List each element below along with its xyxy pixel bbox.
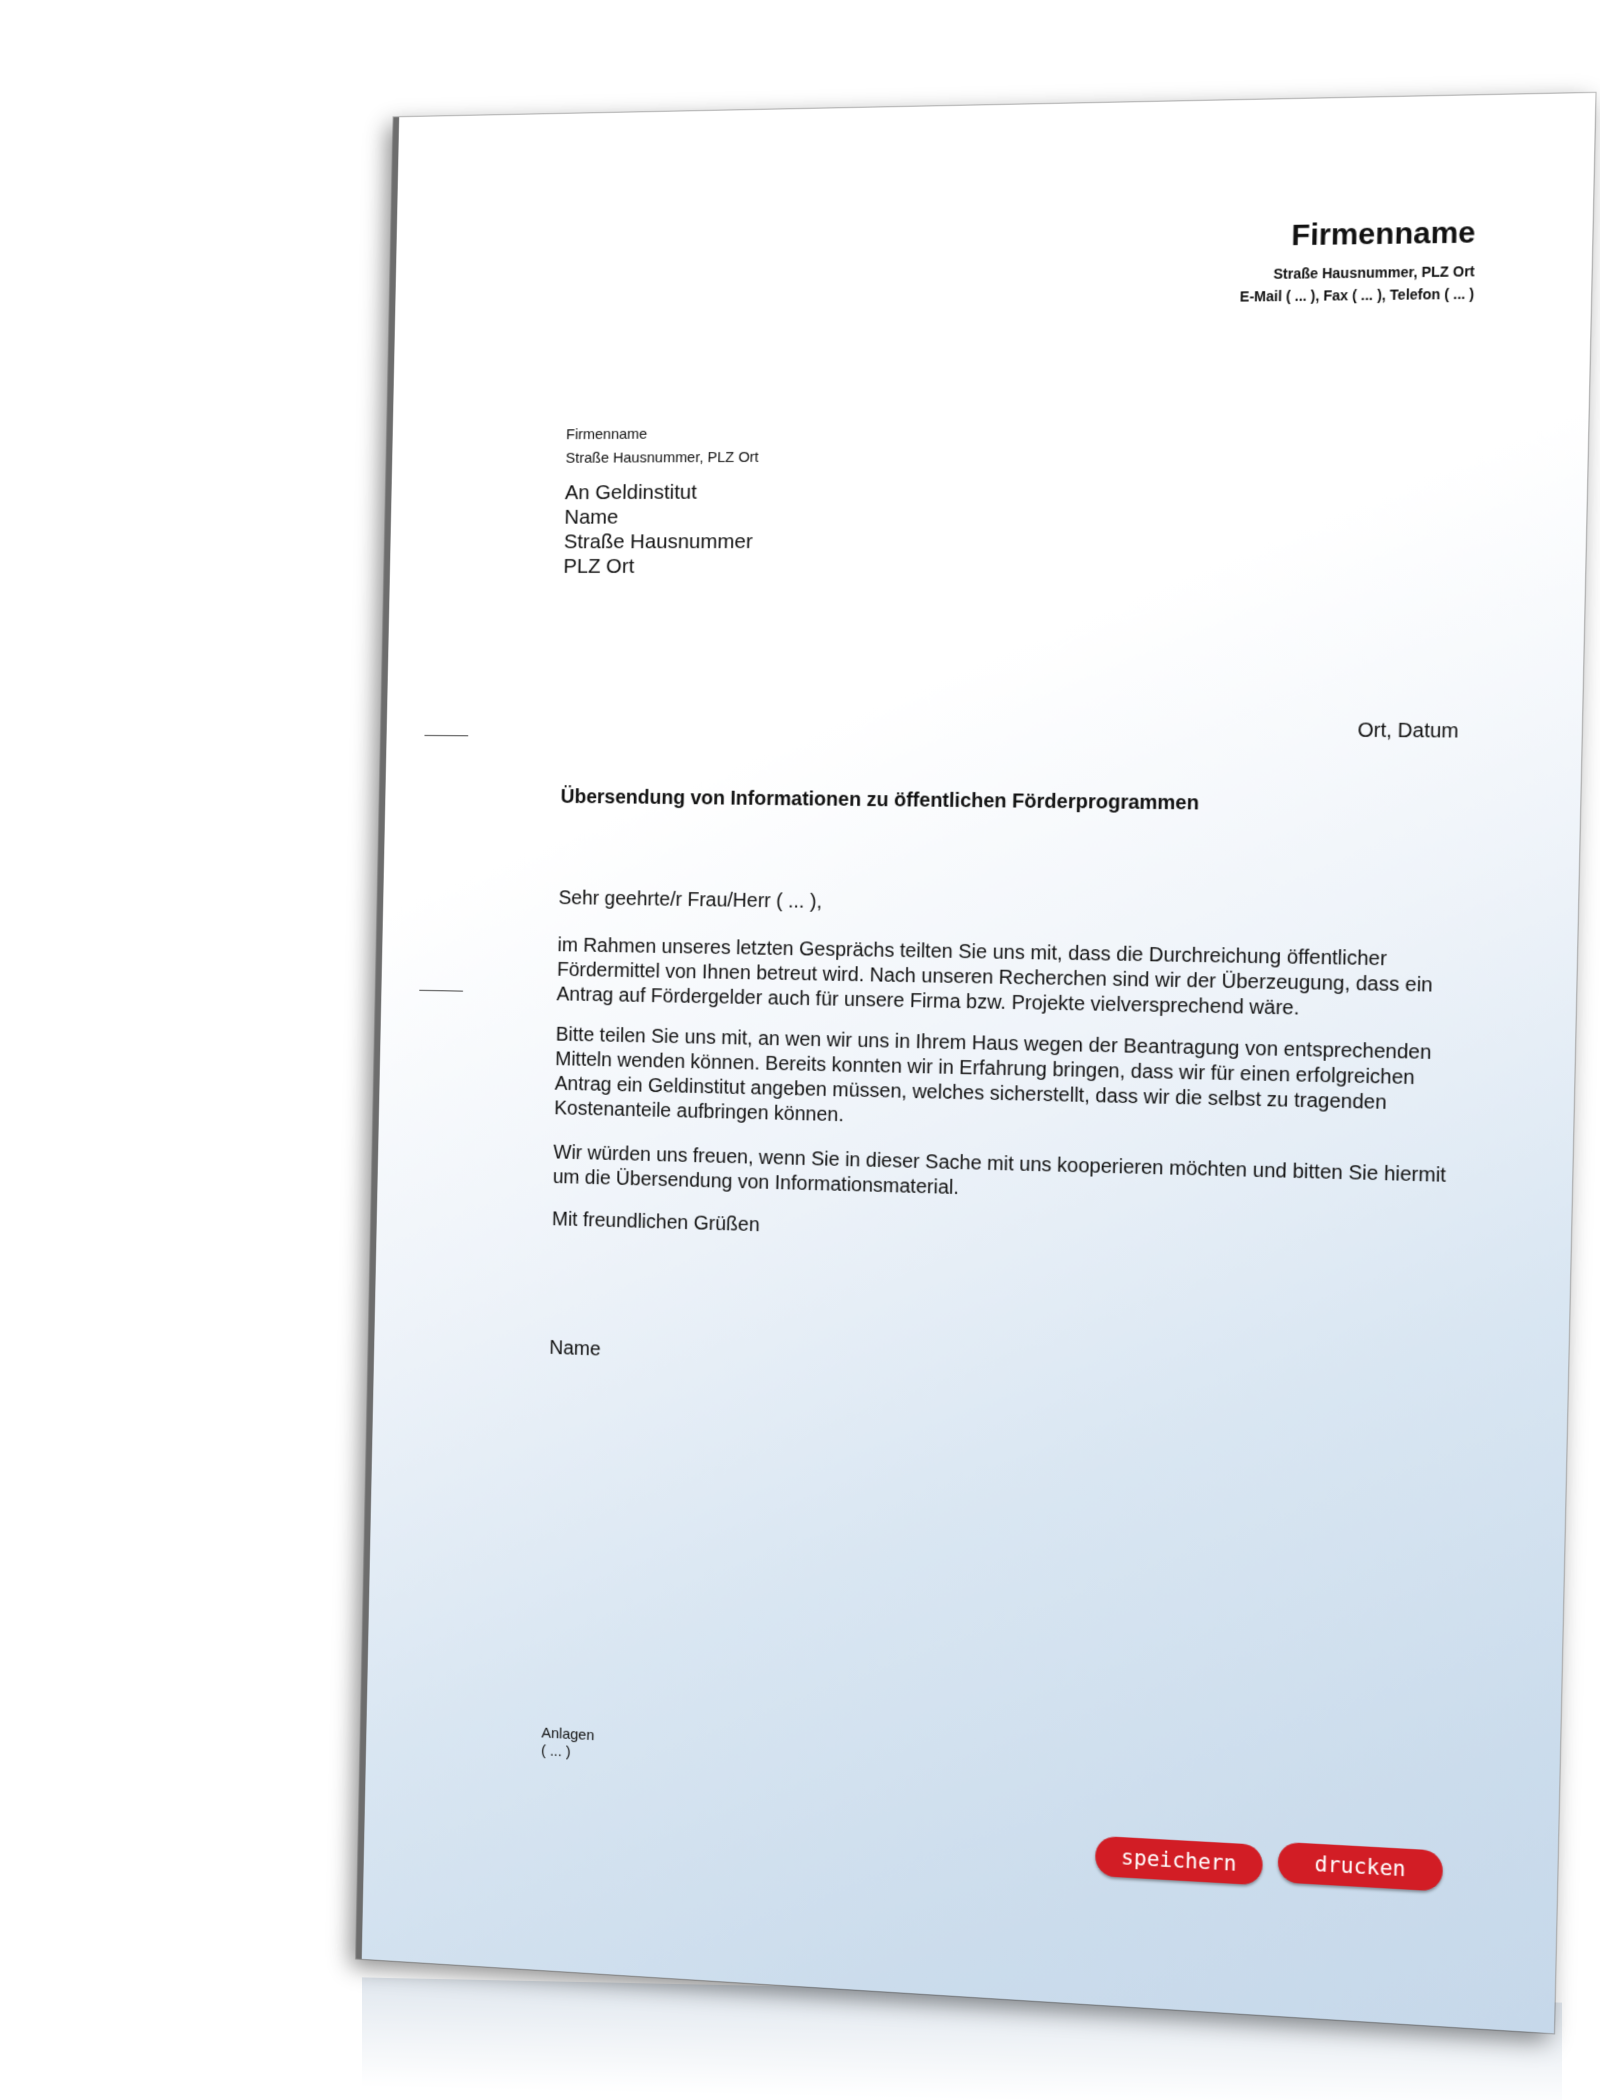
recipient-line-2: Name: [564, 505, 619, 529]
place-date-line: Ort, Datum: [1357, 719, 1459, 743]
fold-mark-top: [424, 735, 468, 736]
salutation: Sehr geehrte/r Frau/Herr ( ... ),: [558, 887, 823, 913]
signature-name: Name: [549, 1337, 601, 1361]
letterhead-company-name: Firmenname: [1291, 215, 1476, 253]
paragraph-1: im Rahmen unseres letzten Gesprächs teilten Sie uns mit, dass die Durchreichung öffentlicher Fördermittel von Ihnen betreut wird. Nach unseren Recherchen sind wir der Überzeugung, dass ein Antrag auf Fördergelder auch für unsere Firma bzw. Projekte vielversprechend wäre.: [556, 934, 1434, 1020]
recipient-line-1: An Geldinstitut: [564, 480, 698, 505]
return-address-street: Straße Hausnummer, PLZ Ort: [565, 448, 759, 467]
letter-sheet: [362, 93, 1596, 2034]
document-page: [356, 93, 1595, 2034]
paragraph-3: Wir würden uns freuen, wenn Sie in dieser Sache mit uns kooperieren möchten und bitten Sie hiermit um die Übersendung von Informationsmaterial.: [552, 1141, 1447, 1200]
attachments-label: Anlagen: [541, 1724, 595, 1745]
return-address-name: Firmenname: [565, 425, 648, 444]
recipient-line-4: PLZ Ort: [563, 555, 635, 578]
fold-mark-middle: [419, 990, 463, 992]
letter-subject: Übersendung von Informationen zu öffentlichen Förderprogrammen: [560, 786, 1200, 815]
print-button[interactable]: drucken: [1278, 1842, 1444, 1892]
closing: Mit freundlichen Grüßen: [551, 1208, 760, 1237]
recipient-line-3: Straße Hausnummer: [563, 530, 753, 554]
letterhead-address: Straße Hausnummer, PLZ Ort: [1273, 263, 1475, 282]
attachments-value: ( ... ): [540, 1742, 571, 1761]
paragraph-2: Bitte teilen Sie uns mit, an wen wir uns in Ihrem Haus wegen der Beantragung von entsprechenden Mitteln wenden können. Bereits konnten wir in Erfahrung bringen, dass wir für einen erfolgreichen Antrag ein Geldinstitut angeben müssen, welches sicherstellt, dass wir die selbst zu tragenden Kostenanteile aufbringen können.: [554, 1023, 1432, 1127]
letterhead-contact: E-Mail ( ... ), Fax ( ... ), Telefon ( ... ): [1239, 285, 1475, 305]
save-button[interactable]: speichern: [1095, 1836, 1263, 1886]
